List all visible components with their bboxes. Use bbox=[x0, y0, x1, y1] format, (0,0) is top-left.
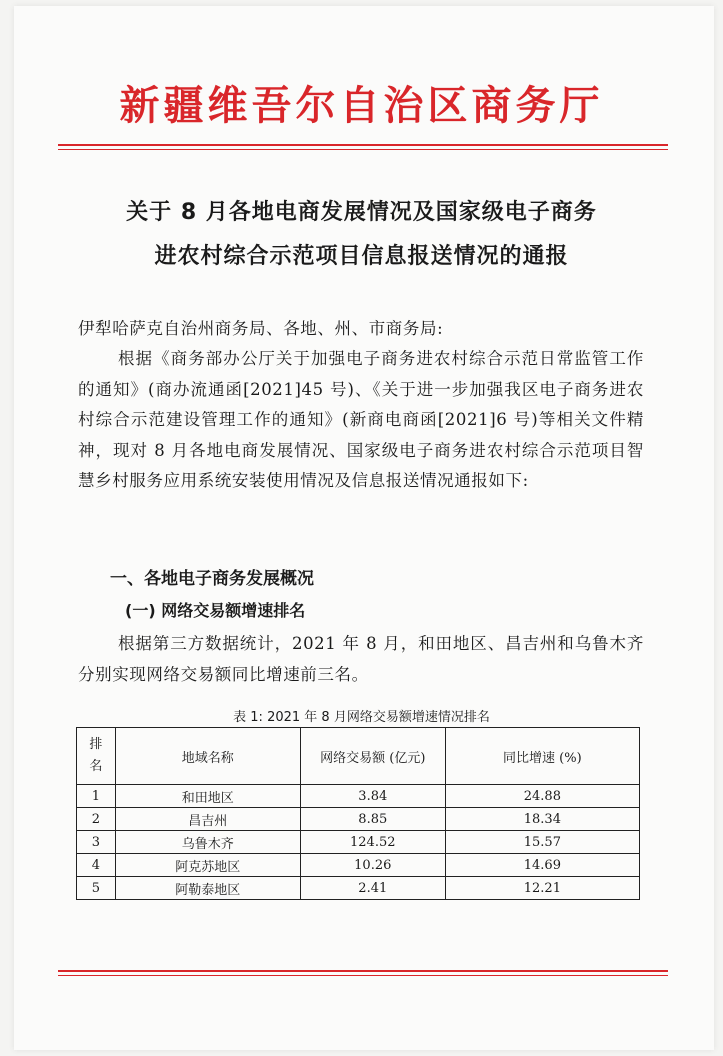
footer-red-rule-thin bbox=[58, 975, 668, 976]
table-row bbox=[77, 877, 640, 900]
cell-growth: 12.21 bbox=[445, 877, 639, 900]
table-row bbox=[77, 854, 640, 877]
table-header-row bbox=[77, 728, 640, 785]
cell-rank: 3 bbox=[77, 831, 116, 854]
salutation: 伊犁哈萨克自治州商务局、各地、州、市商务局: bbox=[78, 319, 444, 338]
header-rank: 排名 bbox=[77, 728, 116, 785]
cell-volume: 124.52 bbox=[300, 831, 445, 854]
header-growth: 同比增速 (%) bbox=[445, 728, 639, 785]
ranking-table bbox=[76, 727, 640, 900]
cell-growth: 15.57 bbox=[445, 831, 639, 854]
cell-region: 昌吉州 bbox=[115, 808, 300, 831]
agency-letterhead: 新疆维吾尔自治区商务厅 bbox=[119, 82, 604, 129]
letterhead-red-rule-thin bbox=[58, 149, 668, 150]
table-row bbox=[77, 808, 640, 831]
subsection-heading: (一) 网络交易额增速排名 bbox=[125, 601, 306, 620]
cell-growth: 14.69 bbox=[445, 854, 639, 877]
letterhead-red-rule bbox=[58, 144, 668, 146]
intro-paragraph: 根据《商务部办公厅关于加强电子商务进农村综合示范日常监管工作的通知》(商办流通函[2021]45 号)、《关于进一步加强我区电子商务进农村综合示范建设管理工作的通知》(新商电商函[2021]6 号)等相关文件精神，现对 8 月各地电商发展情况、国家级电子商务进农村综合示范项目智慧乡村服务应用系统安装使用情况及信息报送情况通报如下: bbox=[78, 349, 644, 490]
section-heading: 一、各地电子商务发展概况 bbox=[110, 569, 314, 589]
cell-volume: 10.26 bbox=[300, 854, 445, 877]
footer-red-rule bbox=[58, 970, 668, 972]
cell-volume: 2.41 bbox=[300, 877, 445, 900]
cell-rank: 4 bbox=[77, 854, 116, 877]
cell-growth: 18.34 bbox=[445, 808, 639, 831]
cell-rank: 2 bbox=[77, 808, 116, 831]
cell-region: 阿克苏地区 bbox=[115, 854, 300, 877]
table-caption: 表 1: 2021 年 8 月网络交易额增速情况排名 bbox=[233, 710, 490, 725]
cell-rank: 1 bbox=[77, 785, 116, 808]
header-region: 地域名称 bbox=[115, 728, 300, 785]
table-row bbox=[77, 785, 640, 808]
cell-volume: 8.85 bbox=[300, 808, 445, 831]
cell-region: 和田地区 bbox=[115, 785, 300, 808]
cell-rank: 5 bbox=[77, 877, 116, 900]
body-paragraph: 根据第三方数据统计，2021 年 8 月，和田地区、昌吉州和乌鲁木齐分别实现网络交易额同比增速前三名。 bbox=[78, 634, 644, 684]
cell-volume: 3.84 bbox=[300, 785, 445, 808]
cell-region: 乌鲁木齐 bbox=[115, 831, 300, 854]
document-title-line2: 进农村综合示范项目信息报送情况的通报 bbox=[154, 244, 569, 269]
cell-region: 阿勒泰地区 bbox=[115, 877, 300, 900]
table-row bbox=[77, 831, 640, 854]
document-title-line1: 关于 8 月各地电商发展情况及国家级电子商务 bbox=[126, 200, 597, 225]
header-volume: 网络交易额 (亿元) bbox=[300, 728, 445, 785]
cell-growth: 24.88 bbox=[445, 785, 639, 808]
